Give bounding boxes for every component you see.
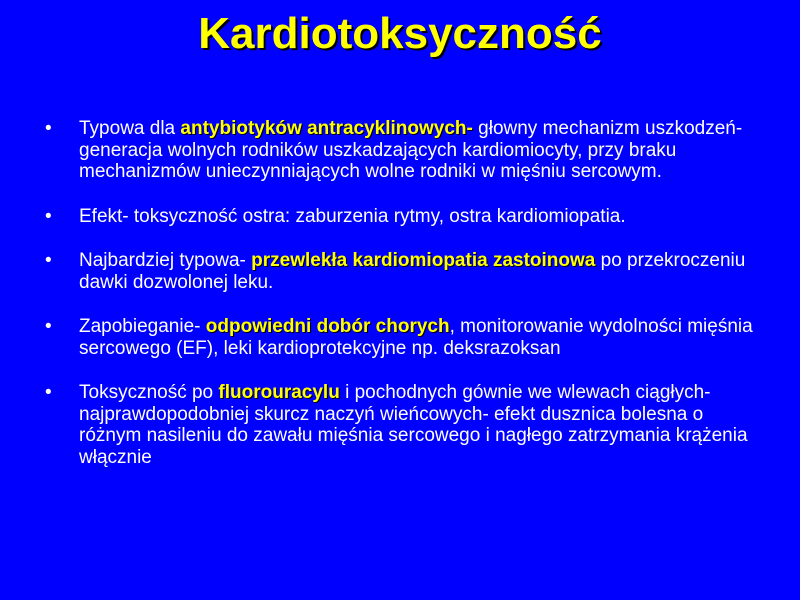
bullet-highlight: przewlekła kardiomiopatia zastoinowa xyxy=(251,250,596,271)
bullet-highlight: odpowiedni dobór chorych xyxy=(205,316,450,337)
bullet-dot-icon: • xyxy=(45,118,52,139)
bullet-text-post: i pochodnych gównie we wlewach ciągłych- najprawdopodobniej skurcz naczyń wieńcowych- efekt dusznica bolesna o różnym nasileniu do zawału mięśnia sercowego i nagłego zatrzymania krążenia włącznie xyxy=(79,382,748,468)
bullet-text-pre: Toksyczność po xyxy=(79,382,219,403)
bullet-item-3 xyxy=(40,250,770,293)
bullet-text-post: głowny mechanizm uszkodzeń- generacja wolnych rodników uszkadzających kardiomiocyty, przy braku mechanizmów unieczynniających wolne rodniki w mięśniu sercowym. xyxy=(79,118,743,182)
bullet-list xyxy=(40,118,770,468)
bullet-item-1 xyxy=(40,118,770,183)
bullet-dot-icon: • xyxy=(45,250,52,271)
bullet-dot-icon: • xyxy=(45,205,52,227)
bullet-text-pre: Typowa dla xyxy=(79,118,181,139)
slide-title: Kardiotoksyczność xyxy=(198,9,602,58)
bullet-item-4 xyxy=(40,316,770,359)
bullet-highlight: antybiotyków antracyklinowych- xyxy=(180,118,473,139)
bullet-dot-icon: • xyxy=(45,316,52,337)
bullet-dot-icon: • xyxy=(45,382,52,403)
bullet-text-post: po przekroczeniu dawki dozwolonej leku. xyxy=(79,250,746,293)
bullet-text-pre: Najbardziej typowa- xyxy=(79,250,252,271)
bullet-text-pre: Efekt- toksyczność ostra: zaburzenia rytmy, ostra kardiomiopatia. xyxy=(79,205,626,227)
bullet-item-5 xyxy=(40,382,770,468)
bullet-highlight: fluorouracylu xyxy=(218,382,340,403)
bullet-text-post: , monitorowanie wydolności mięśnia sercowego (EF), leki kardioprotekcyjne np. deksrazoksan xyxy=(79,316,753,359)
bullet-item-2 xyxy=(40,206,770,228)
bullet-text-pre: Zapobieganie- xyxy=(79,316,206,337)
